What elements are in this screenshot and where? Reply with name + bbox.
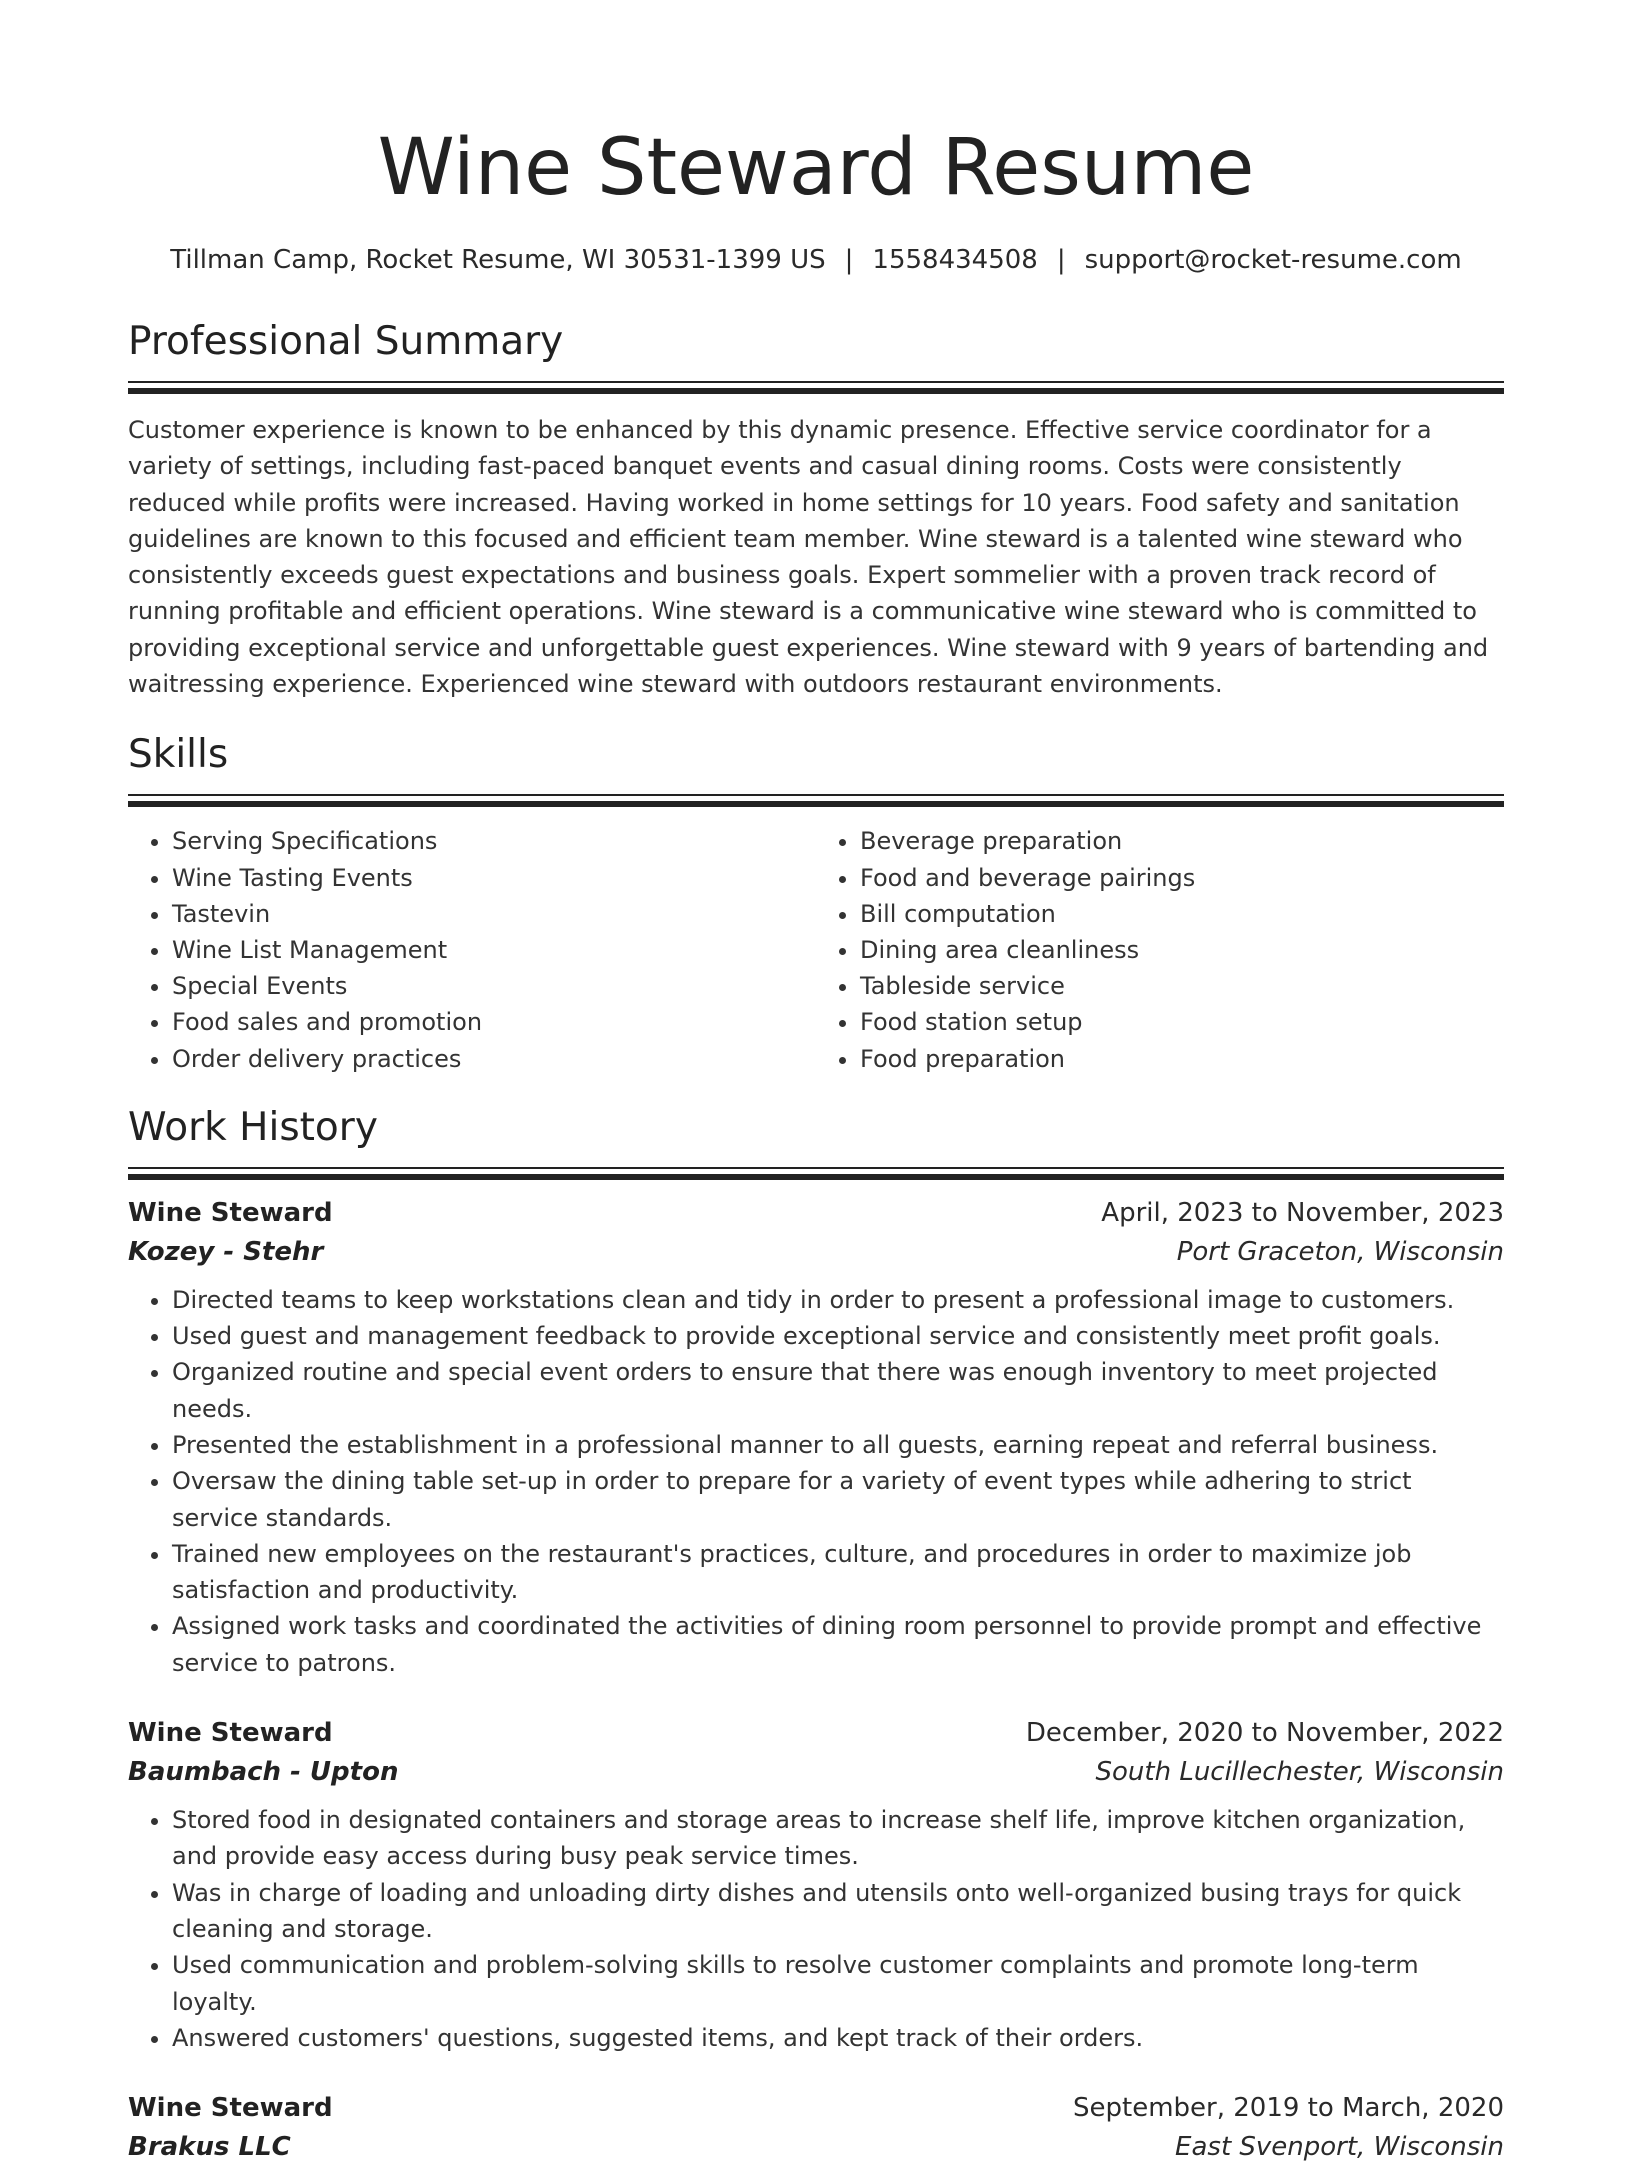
job-dates: April, 2023 to November, 2023 <box>1101 1197 1504 1228</box>
skill-item: • Bill computation <box>860 896 1504 932</box>
resume-title: Wine Steward Resume <box>377 123 1255 213</box>
job-duty: • Used guest and management feedback to provide exceptional service and consistently meet profit goals. <box>172 1318 1504 1354</box>
job-entry <box>128 2090 1504 2165</box>
skills-list-left <box>128 823 816 1076</box>
job-subheader <box>128 1754 1504 1790</box>
job-duty: • Stored food in designated containers and storage areas to increase shelf life, improve kitchen organization, and provide easy access during busy peak service times. <box>172 1802 1504 1875</box>
job-duty: • Trained new employees on the restaurant's practices, culture, and procedures in order to maximize job satisfaction and productivity. <box>172 1536 1504 1609</box>
summary-heading: Professional Summary <box>128 319 564 364</box>
skill-item: • Tastevin <box>172 896 816 932</box>
skill-item: • Order delivery practices <box>172 1041 816 1077</box>
skill-item: • Food preparation <box>860 1041 1504 1077</box>
skills-heading: Skills <box>128 732 229 778</box>
job-duty: • Directed teams to keep workstations clean and tidy in order to present a professional image to customers. <box>172 1282 1504 1318</box>
job-entry <box>128 1195 1504 1681</box>
job-location: South Lucillechester, Wisconsin <box>1095 1757 1504 1788</box>
job-company: Brakus LLC <box>128 2132 291 2163</box>
job-header <box>128 1195 1504 1231</box>
section-divider <box>128 794 1504 807</box>
job-location: Port Graceton, Wisconsin <box>1176 1236 1504 1267</box>
job-duty: • Was in charge of loading and unloading dirty dishes and utensils onto well-organized busing trays for quick cleaning and storage. <box>172 1875 1504 1948</box>
job-duty: • Assigned work tasks and coordinated the activities of dining room personnel to provide prompt and effective service to patrons. <box>172 1608 1504 1681</box>
job-title: Wine Steward <box>128 1718 333 1749</box>
job-duty: • Presented the establishment in a professional manner to all guests, earning repeat and referral business. <box>172 1427 1504 1463</box>
job-subheader <box>128 1234 1504 1270</box>
contact-address: Tillman Camp, Rocket Resume, WI 30531-1399 US <box>170 245 826 275</box>
job-dates: December, 2020 to November, 2022 <box>1025 1718 1504 1749</box>
skill-item: • Serving Specifications <box>172 823 816 859</box>
job-duty: • Oversaw the dining table set-up in order to prepare for a variety of event types while adhering to strict service standards. <box>172 1463 1504 1536</box>
job-header <box>128 2090 1504 2126</box>
job-dates: September, 2019 to March, 2020 <box>1073 2093 1504 2124</box>
contact-phone: 1558434508 <box>872 245 1038 275</box>
summary-section <box>128 317 1504 702</box>
summary-text: Customer experience is known to be enhanced by this dynamic presence. Effective service coordinator for a variety of settings, including fast-paced banquet events and casual dining rooms. Costs were consistently reduced while profits were increased. Having worked in home settings for 10 years. Food safety and sanitation guidelines are known to this focused and efficient team member. Wine steward is a talented wine steward who consistently exceeds guest expectations and business goals. Expert sommelier with a proven track record of running profitable and efficient operations. Wine steward is a communicative wine steward who is committed to providing exceptional service and unforgettable guest experiences. Wine steward with 9 years of bartending and waitressing experience. Experienced wine steward with outdoors restaurant environments. <box>128 416 1489 699</box>
work-history-heading: Work History <box>128 1104 378 1150</box>
job-duties <box>128 1802 1504 2056</box>
job-title: Wine Steward <box>128 2093 333 2124</box>
skills-columns <box>128 823 1504 1076</box>
job-duty: • Answered customers' questions, suggested items, and kept track of their orders. <box>172 2020 1504 2056</box>
skill-item: • Beverage preparation <box>860 823 1504 859</box>
job-company: Kozey - Stehr <box>128 1236 324 1267</box>
section-divider <box>128 381 1504 394</box>
contact-email: support@rocket-resume.com <box>1084 245 1462 275</box>
skill-item: • Dining area cleanliness <box>860 932 1504 968</box>
job-subheader <box>128 2129 1504 2165</box>
skill-item: • Tableside service <box>860 968 1504 1004</box>
job-location: East Svenport, Wisconsin <box>1175 2132 1504 2163</box>
skill-item: • Food and beverage pairings <box>860 860 1504 896</box>
skill-item: • Food station setup <box>860 1004 1504 1040</box>
contact-separator: | <box>844 245 854 275</box>
skills-section <box>128 730 1504 1076</box>
job-duty: • Organized routine and special event orders to ensure that there was enough inventory to meet projected needs. <box>172 1354 1504 1427</box>
job-title: Wine Steward <box>128 1197 333 1228</box>
job-entry <box>128 1715 1504 2056</box>
skill-item: • Special Events <box>172 968 816 1004</box>
contact-separator: | <box>1056 245 1066 275</box>
skill-item: • Wine Tasting Events <box>172 860 816 896</box>
job-duty: • Used communication and problem-solving skills to resolve customer complaints and promote long-term loyalty. <box>172 1947 1504 2020</box>
skill-item: • Food sales and promotion <box>172 1004 816 1040</box>
skill-item: • Wine List Management <box>172 932 816 968</box>
section-divider <box>128 1167 1504 1180</box>
work-history-section <box>128 1103 1504 2165</box>
job-header <box>128 1715 1504 1751</box>
job-company: Baumbach - Upton <box>128 1757 399 1788</box>
contact-line <box>128 242 1504 278</box>
skills-list-right <box>816 823 1504 1076</box>
job-duties <box>128 1282 1504 1681</box>
